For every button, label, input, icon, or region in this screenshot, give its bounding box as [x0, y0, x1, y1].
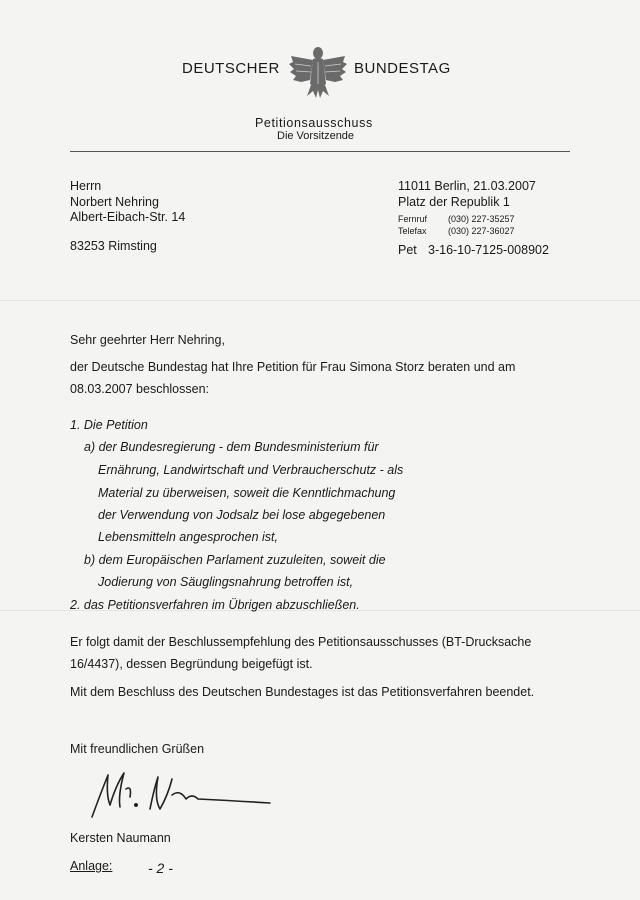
decision-item-1a-line: der Verwendung von Jodsalz bei lose abgegebenen	[98, 508, 386, 522]
sender-address: Platz der Republik 1	[398, 195, 510, 209]
header-divider	[70, 151, 570, 152]
decision-item-1b-line: Jodierung von Säuglingsnahrung betroffen ist,	[98, 575, 354, 589]
reference-number: 3-16-10-7125-008902	[428, 243, 549, 257]
decision-item-1a-line: Lebensmitteln angesprochen ist,	[98, 530, 278, 544]
intro-line: der Deutsche Bundestag hat Ihre Petition für Frau Simona Storz beraten und am	[70, 360, 516, 374]
reference-label: Pet	[398, 243, 417, 257]
decision-item-1b: b) dem Europäischen Parlament zuzuleiten, soweit die	[84, 553, 386, 567]
recipient-city: 83253 Rimsting	[70, 239, 157, 253]
decision-item-1a: a) der Bundesregierung - dem Bundesministerium für	[84, 440, 379, 454]
enclosure-label: Anlage:	[70, 859, 113, 873]
greeting: Sehr geehrter Herr Nehring,	[70, 333, 225, 347]
place-date: 11011 Berlin, 21.03.2007	[398, 179, 536, 193]
phone-label: Fernruf	[398, 214, 428, 224]
decision-item-1a-line: Material zu überweisen, soweit die Kenntlichmachung	[98, 486, 396, 500]
recipient-street: Albert-Eibach-Str. 14	[70, 210, 186, 224]
signer-name: Kersten Naumann	[70, 831, 171, 845]
handwritten-signature	[88, 765, 278, 825]
decision-item-2: 2. das Petitionsverfahren im Übrigen abzuschließen.	[70, 598, 360, 612]
decision-item-1a-line: Ernährung, Landwirtschaft und Verbraucherschutz - als	[98, 463, 404, 477]
chair-title: Die Vorsitzende	[277, 130, 355, 142]
paper-fold-line	[0, 300, 640, 301]
fax-number: (030) 227-36027	[448, 226, 515, 236]
letterhead-right-word: BUNDESTAG	[354, 60, 451, 77]
recipient-salutation: Herrn	[70, 179, 102, 193]
recipient-name: Norbert Nehring	[70, 195, 159, 209]
closing-phrase: Mit freundlichen Grüßen	[70, 742, 205, 756]
recommendation-line: 16/4437), dessen Begründung beigefügt ist.	[70, 657, 313, 671]
fax-label: Telefax	[398, 226, 427, 236]
phone-number: (030) 227-35257	[448, 214, 515, 224]
letterhead-left-word: DEUTSCHER	[182, 60, 280, 77]
recommendation-line: Er folgt damit der Beschlussempfehlung des Petitionsausschusses (BT-Drucksache	[70, 635, 532, 649]
intro-line: 08.03.2007 beschlossen:	[70, 382, 209, 396]
committee-name: Petitionsausschuss	[255, 116, 373, 130]
decision-item-1: 1. Die Petition	[70, 418, 148, 432]
enclosure-count: - 2 -	[148, 860, 173, 876]
conclusion-line: Mit dem Beschluss des Deutschen Bundestages ist das Petitionsverfahren beendet.	[70, 685, 535, 699]
federal-eagle-icon	[287, 44, 349, 100]
